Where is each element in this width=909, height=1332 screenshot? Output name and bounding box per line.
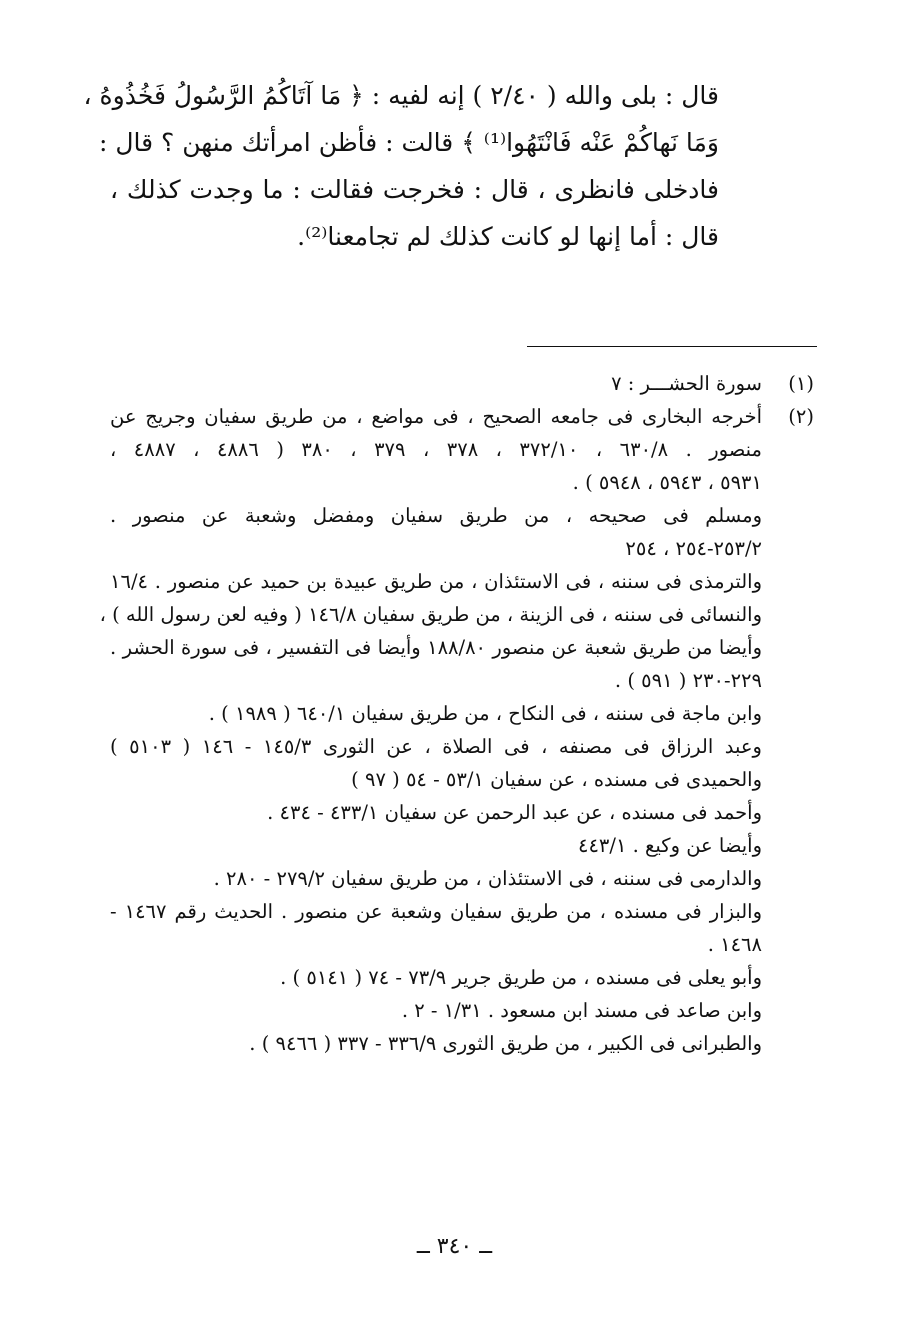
footnotes	[99, 367, 814, 1060]
footnote-line: أخرجه البخارى فى جامعه الصحيح ، فى مواضع ، من طريق سفيان وجريج عن	[110, 405, 762, 428]
main-text	[83, 72, 719, 260]
footnote-line: وأيضا من طريق شعبة عن منصور ١٨٨/٨٠ وأيضا فى التفسير ، فى سورة الحشر .	[110, 636, 762, 659]
footnote-line: والبزار فى مسنده ، من طريق سفيان وشعبة عن منصور . الحديث رقم ١٤٦٧ -	[110, 900, 762, 923]
footnote-line: والنسائى فى سننه ، فى الزينة ، من طريق سفيان ١٤٦/٨ ( وفيه لعن رسول الله ) ،	[99, 603, 762, 626]
footnote-line: وأحمد فى مسنده ، عن عبد الرحمن عن سفيان ٤٣٣/١ - ٤٣٤ .	[267, 801, 762, 824]
footnote-1	[110, 367, 814, 400]
footnote-line: والترمذى فى سننه ، فى الاستئذان ، من طريق عبيدة بن حميد عن منصور . ١٦/٤	[110, 570, 762, 593]
footnote-line: ٢٢٩-٢٣٠ ( ٥٩١ ) .	[614, 669, 762, 692]
main-text-line: قال : أما إنها لو كانت كذلك لم تجامعنا⁽²⁾.	[297, 222, 719, 251]
footnote-line: ١٤٦٨ .	[707, 933, 762, 956]
footnote-number: (١)	[788, 372, 814, 395]
footnote-line: والحميدى فى مسنده ، عن سفيان ٥٣/١ - ٥٤ ( ٩٧ )	[351, 768, 762, 791]
footnote-line: والطبرانى فى الكبير ، من طريق الثورى ٣٣٦/٩ - ٣٣٧ ( ٩٤٦٦ ) .	[249, 1032, 762, 1055]
footnote-line: وعبد الرزاق فى مصنفه ، فى الصلاة ، عن الثورى ١٤٥/٣ - ١٤٦ ( ٥١٠٣ )	[110, 735, 762, 758]
footnote-line: وأبو يعلى فى مسنده ، من طريق جرير ٧٣/٩ - ٧٤ ( ٥١٤١ ) .	[280, 966, 762, 989]
footnote-line: والدارمى فى سننه ، فى الاستئذان ، من طريق سفيان ٢٧٩/٢ - ٢٨٠ .	[213, 867, 762, 890]
footnote-line: ٥٩٣١ ، ٥٩٤٣ ، ٥٩٤٨ ) .	[572, 471, 762, 494]
main-text-line: فادخلى فانظرى ، قال : فخرجت فقالت : ما وجدت كذلك ،	[110, 175, 719, 204]
page-number: ــ ٣٤٠ ــ	[416, 1234, 493, 1259]
footnote-line: وابن ماجة فى سننه ، فى النكاح ، من طريق سفيان ٦٤٠/١ ( ١٩٨٩ ) .	[208, 702, 762, 725]
footnote-number: (٢)	[788, 405, 814, 428]
footnote-line: سورة الحشـــر : ٧	[611, 372, 762, 395]
footnote-line: منصور . ٦٣٠/٨ ، ٣٧٢/١٠ ، ٣٧٨ ، ٣٧٩ ، ٣٨٠ ( ٤٨٨٦ ، ٤٨٨٧ ،	[110, 438, 762, 461]
footnote-line: ٢٥٣/٢-٢٥٤ ، ٢٥٤	[625, 537, 762, 560]
footnote-line: وأيضا عن وكيع . ٤٤٣/١	[577, 834, 762, 857]
main-text-line: وَمَا نَهاكُمْ عَنْه فَانْتَهُوا⁽¹⁾ ﴾ قالت : فأظن امرأتك منهن ؟ قال :	[98, 128, 719, 157]
footnote-separator	[527, 346, 817, 347]
footnote-line: وابن صاعد فى مسند ابن مسعود . ١/٣١ - ٢ .	[401, 999, 762, 1022]
footnote-2	[99, 400, 814, 1060]
footnote-line: ومسلم فى صحيحه ، من طريق سفيان ومفضل وشعبة عن منصور .	[110, 504, 762, 527]
main-text-line: قال : بلى والله ( ٢/٤٠ ) إنه لفيه : ﴿ مَا آتَاكُمُ الرَّسُولُ فَخُذُوهُ ،	[83, 81, 719, 110]
